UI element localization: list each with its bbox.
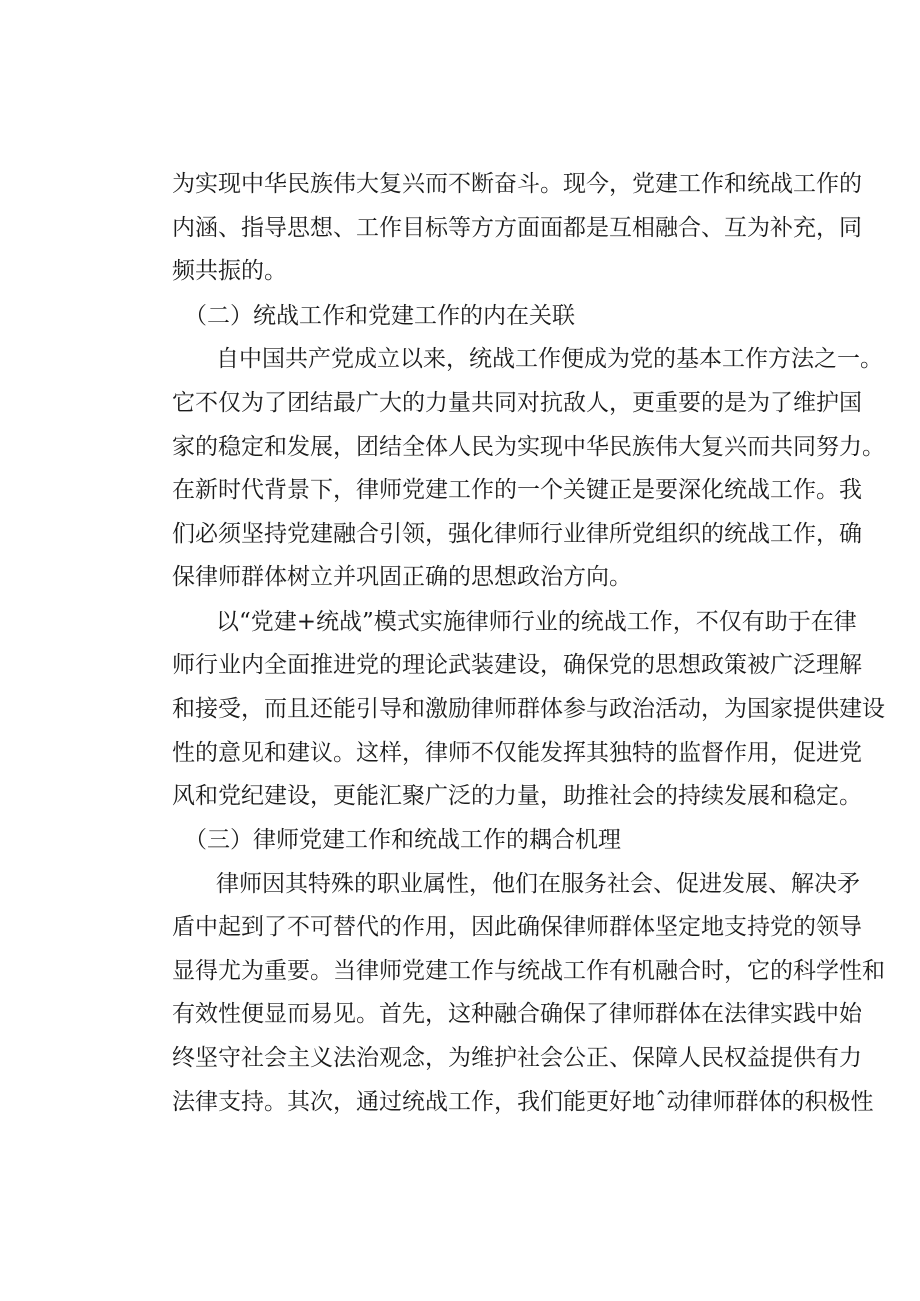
paragraph-3-line-3: 和接受，而且还能引导和激励律师群体参与政治活动，为国家提供建设 xyxy=(172,696,885,722)
paragraph-2-line-1: 自中国共产党成立以来，统战工作便成为党的基本工作方法之一。 xyxy=(216,346,883,372)
paragraph-3-line-1: 以“党建+统战”模式实施律师行业的统战工作，不仅有助于在律 xyxy=(216,609,857,635)
section-heading-2: （二）统战工作和党建工作的内在关联 xyxy=(184,303,575,329)
paragraph-4-line-5: 终坚守社会主义法治观念，为维护社会公正、保障人民权益提供有力 xyxy=(172,1045,862,1071)
paragraph-3-line-4: 性的意见和建议。这样，律师不仅能发挥其独特的监督作用，促进党 xyxy=(172,740,862,766)
paragraph-2-line-2: 它不仅为了团结最广大的力量共同对抗敌人，更重要的是为了维护国 xyxy=(172,390,862,416)
paragraph-2-line-6: 保律师群体树立并巩固正确的思想政治方向。 xyxy=(172,564,632,590)
paragraph-2-line-4: 在新时代背景下，律师党建工作的一个关键正是要深化统战工作。我 xyxy=(172,477,862,503)
paragraph-4-line-3: 显得尤为重要。当律师党建工作与统战工作有机融合时，它的科学性和 xyxy=(172,958,885,984)
paragraph-1-line-2: 内涵、指导思想、工作目标等方方面面都是互相融合、互为补充，同 xyxy=(172,215,862,241)
paragraph-2-line-5: 们必须坚持党建融合引领，强化律师行业律所党组织的统战工作，确 xyxy=(172,521,862,547)
paragraph-4-line-4: 有效性便显而易见。首先，这种融合确保了律师群体在法律实践中始 xyxy=(172,1001,862,1027)
paragraph-1-line-3: 频共振的。 xyxy=(172,258,287,284)
paragraph-4-line-1: 律师因其特殊的职业属性，他们在服务社会、促进发展、解决矛 xyxy=(216,871,860,897)
paragraph-1-line-1: 为实现中华民族伟大复兴而不断奋斗。现今，党建工作和统战工作的 xyxy=(172,171,862,197)
paragraph-3-line-5: 风和党纪建设，更能汇聚广泛的力量，助推社会的持续发展和稳定。 xyxy=(172,783,862,809)
paragraph-4-line-6: 法律支持。其次，通过统战工作，我们能更好地ˆ动律师群体的积极性 xyxy=(172,1089,874,1115)
paragraph-4-line-2: 盾中起到了不可替代的作用，因此确保律师群体坚定地支持党的领导 xyxy=(172,914,862,940)
section-heading-3: （三）律师党建工作和统战工作的耦合机理 xyxy=(184,827,621,853)
paragraph-2-line-3: 家的稳定和发展，团结全体人民为实现中华民族伟大复兴而共同努力。 xyxy=(172,434,885,460)
paragraph-3-line-2: 师行业内全面推进党的理论武装建设，确保党的思想政策被广泛理解 xyxy=(172,652,862,678)
